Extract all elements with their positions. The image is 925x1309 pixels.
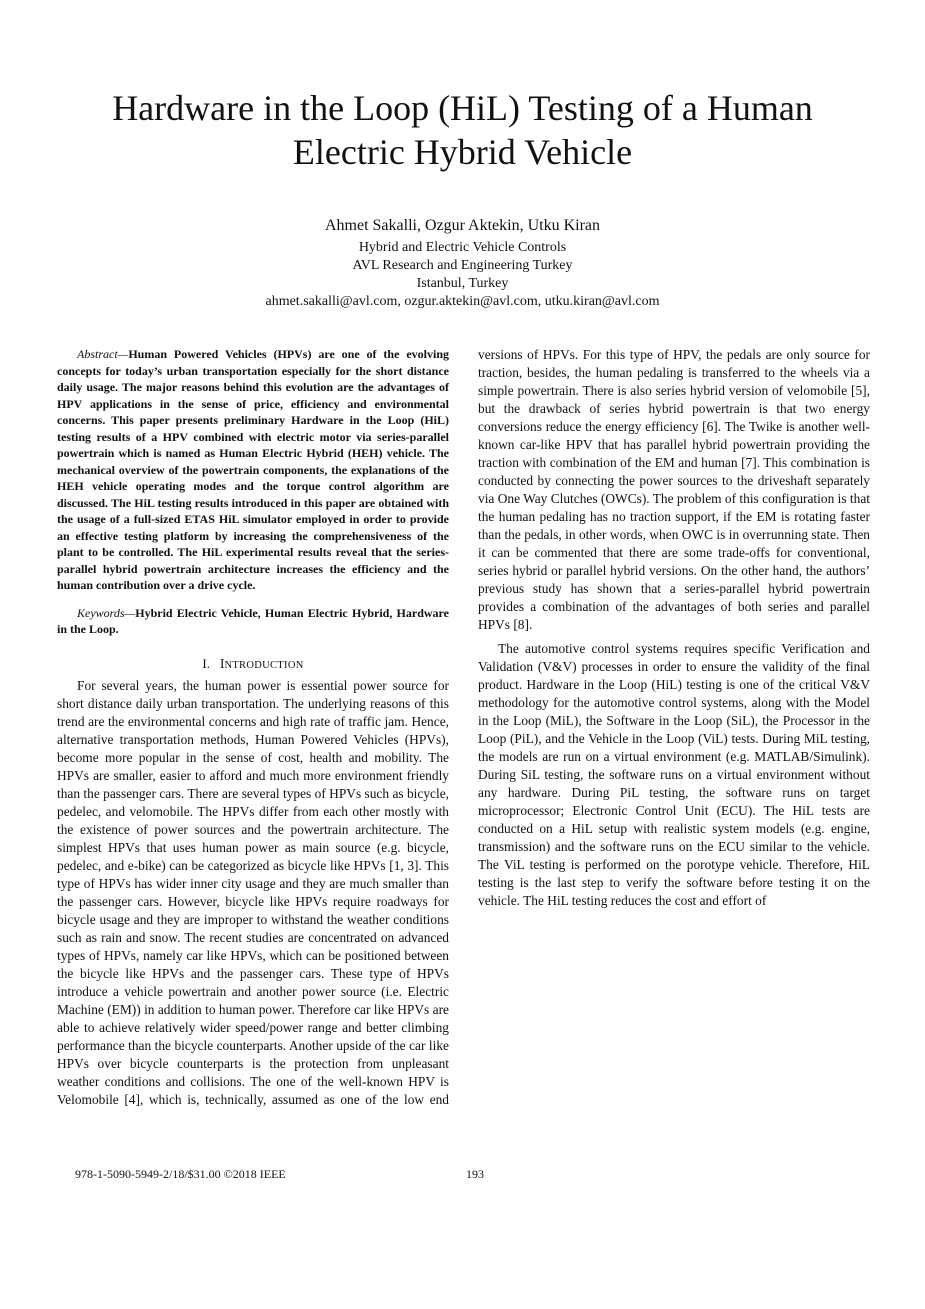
footer-page-number: 193 xyxy=(466,1167,484,1181)
keywords-label: Keywords xyxy=(77,605,125,620)
intro-paragraph-1-continued: versions of HPVs. For this type of HPV, the pedals are only source for traction, besides, the human pedaling is transferred to the wheels via a simple powertrain. There is also series hybrid version of velomobile [5], but the drawback of series hybrid powertrain is that two energy conversions reduce the energy efficiency [6]. The Twike is another well-known car-like HPV that has parallel hybrid powertrain providing the traction with combination of the EM and human [7]. This combination is conducted by connecting the power sources to the driveshaft separately via One Way Clutches (OWCs). The problem of this configuration is that the human pedaling has no traction support, if the EM is rotating faster than the pedals, in other words, when OWC is in overrunning state. Then it can be commented that there are some trade-offs for conventional, series hybrid or parallel hybrid versions. On the other hand, the authors’ previous study has shown that a series-parallel hybrid powertrain provides a combination of the advantages of both series and parallel HPVs [8]. xyxy=(478,347,870,632)
intro-paragraph-2: The automotive control systems requires specific Verification and Validation (V&V) processes in order to ensure the validity of the final product. Hardware in the Loop (HiL) testing is one of the critical V&V methodology for the automotive control systems, along with the Model in the Loop (MiL), the Software in the Loop (SiL), the Processor in the Loop (PiL), and the Vehicle in the Loop (ViL) tests. During MiL testing, the models are run on a virtual environment (e.g. MATLAB/Simulink). During SiL testing, the software runs on a virtual environment without any hardware. During PiL testing, the software runs on target microprocessor; Electronic Control Unit (ECU). The HiL tests are conducted on a HiL setup with realistic system models (e.g. engine, transmission) and the software runs on the ECU similar to the vehicle. The ViL testing is performed on the porotype vehicle. Therefore, HiL testing is the last step to verify the software before testing it on the vehicle. The HiL testing reduces the cost and effort of xyxy=(478,641,870,908)
title-line-1: Hardware in the Loop (HiL) Testing of a Human xyxy=(112,88,813,128)
intro-paragraph-1: For several years, the human power is essential power source for short distance daily urban transportation. The underlying reasons of this trend are the environmental concerns and high rate of traffic jam. Hence, alternative transportation methods, Human Powered Vehicles (HPVs), become more popular in the sense of cost, health and mobility. The HPVs are smaller, easier to afford and much more environment friendly than the passenger cars. There are several types of HPVs such as bicycle, pedelec, and velomobile. The HPVs differ from each other mostly with the existence of power sources and the powertrain architecture. The simplest HPVs that uses human power as main source (e.g. bicycle, pedelec, and e-bike) can be categorized as bicycle like HPVs [1, 3]. This type of HPVs has wider inner city usage and they are much smaller than the passenger cars. However, bicycle like HPVs require roadways for bicycle usage and they are improper to withstand the weather conditions such as rain and snow. The recent studies are concentrated on advanced types of HPVs, namely car like HPVs, which can be positioned between the bicycle like HPVs and the passenger cars. These type of HPVs introduce a vehicle powertrain and another power source (i.e. Electric Machine (EM)) in addition to human power. Therefore car like HPVs are able to achieve relatively wider speed/power range and better climbing performance than the bicycle counterparts. Another upside of the car like HPVs over bicycle counterparts is the protection from unpleasant weather conditions and collisions. The one of the well-known HPV is Velomobile [4], which is, technically, assumed as one of the low end xyxy=(57,677,449,1107)
affiliation-organization: AVL Research and Engineering Turkey xyxy=(352,258,573,273)
section-number: I. xyxy=(202,655,210,671)
section-heading-rest: NTRODUCTION xyxy=(224,659,304,671)
abstract-dash: — xyxy=(117,347,129,361)
section-heading-initial: I xyxy=(219,655,225,671)
keywords-text: Hybrid Electric Vehicle, Human Electric Hybrid, Hardware in the Loop. xyxy=(57,605,449,636)
footer-copyright: 978-1-5090-5949-2/18/$31.00 ©2018 IEEE xyxy=(75,1167,286,1181)
title-line-2: Electric Hybrid Vehicle xyxy=(292,132,633,172)
abstract-label: Abstract xyxy=(77,347,118,361)
author-emails: ahmet.sakalli@avl.com, ozgur.aktekin@avl.com, utku.kiran@avl.com xyxy=(265,294,660,309)
left-column xyxy=(57,346,449,1109)
keywords-dash: — xyxy=(124,605,136,620)
abstract-text: Human Powered Vehicles (HPVs) are one of the evolving concepts for today’s urban transportation especially for the short distance daily usage. The major reasons behind this evolution are the advantages of HPV applications in the sense of price, efficiency and environmental concerns. This paper presents preliminary Hardware in the Loop (HiL) testing results of a HPV combined with electric motor via series-parallel powertrain which is named as Human Electric Hybrid (HEH) vehicle. The mechanical overview of the powertrain components, the explanations of the HEH vehicle operating modes and the torque control algorithm are discussed. The HiL testing results introduced in this paper are obtained with the usage of a full-sized ETAS HiL simulator employed in order to provide an effective testing platform by increasing the comprehensiveness of the plant to be controlled. The HiL experimental results reveal that the series-parallel hybrid powertrain architecture increases the efficiency and the human contribution over a drive cycle. xyxy=(57,347,449,592)
affiliation-block xyxy=(0,239,925,311)
affiliation-department: Hybrid and Electric Vehicle Controls xyxy=(358,240,567,255)
keywords-paragraph xyxy=(57,605,449,638)
author-list: Ahmet Sakalli, Ozgur Aktekin, Utku Kiran xyxy=(324,217,601,234)
affiliation-location: Istanbul, Turkey xyxy=(416,276,509,291)
abstract-paragraph xyxy=(57,346,449,594)
paper-title xyxy=(60,86,865,174)
section-heading-introduction xyxy=(57,655,449,675)
right-column xyxy=(478,346,870,910)
